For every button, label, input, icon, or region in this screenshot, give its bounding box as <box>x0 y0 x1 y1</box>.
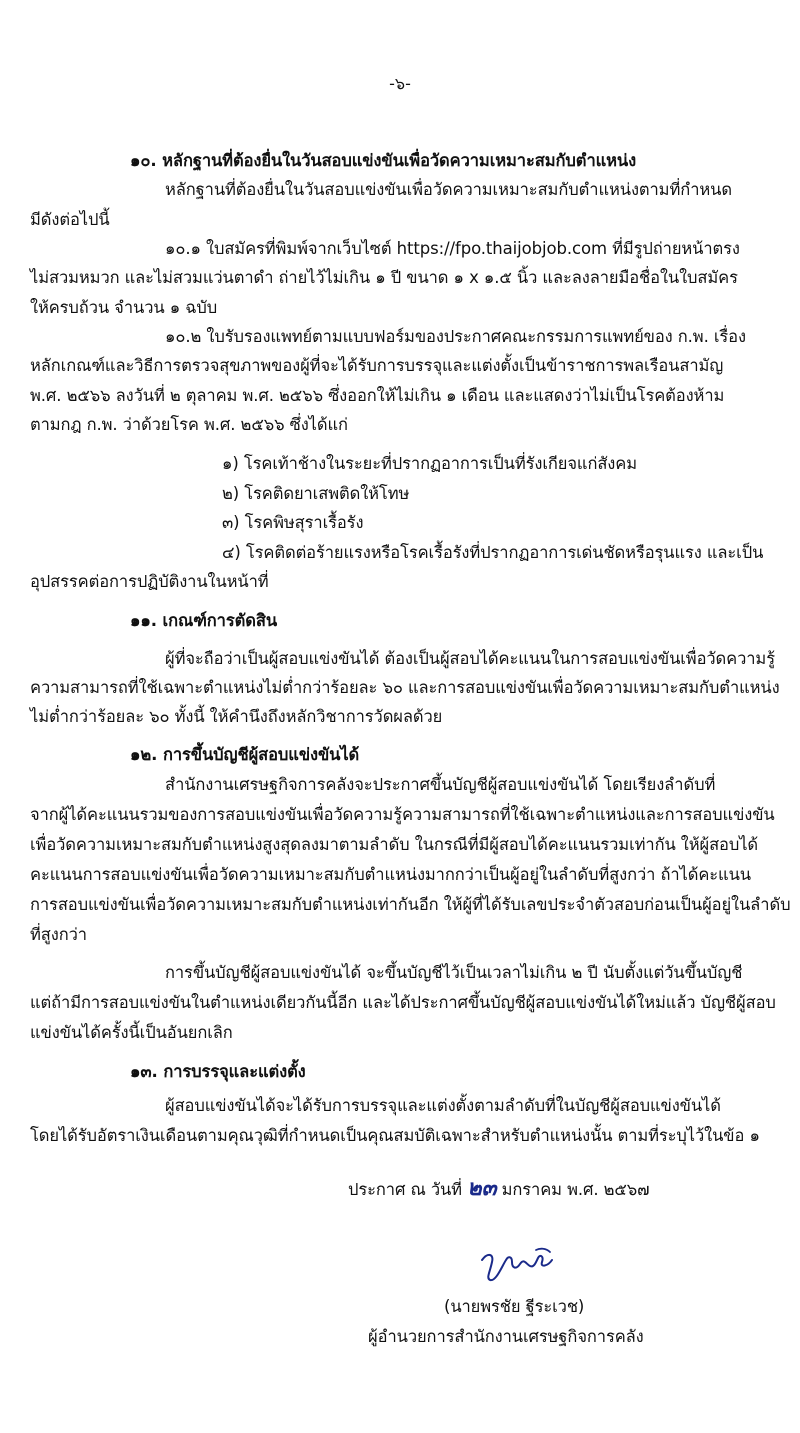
s12-p2-line-3: แข่งขันได้ครั้งนี้เป็นอันยกเลิก <box>30 1023 233 1042</box>
announcement-date-line <box>348 1174 788 1205</box>
s13-line-1: ผู้สอบแข่งขันได้จะได้รับการบรรจุและแต่งตั้งตามลำดับที่ในบัญชีผู้สอบแข่งขันได้ <box>165 1096 721 1115</box>
announcement-month-year: มกราคม พ.ศ. ๒๕๖๗ <box>501 1180 650 1199</box>
handwritten-signature <box>478 1244 558 1284</box>
s10-item-4: ๔) โรคติดต่อร้ายแรงหรือโรคเรื้อรังที่ปรากฏอาการเด่นชัดหรือรุนแรง และเป็น <box>222 543 764 562</box>
s12-p1-line-6: ที่สูงกว่า <box>30 925 87 944</box>
s12-p1-line-2: จากผู้ได้คะแนนรวมของการสอบแข่งขันเพื่อวัดความรู้ความสามารถที่ใช้เฉพาะตำแหน่งและการสอบแข่งขัน <box>30 805 775 824</box>
s12-p1-line-3: เพื่อวัดความเหมาะสมกับตำแหน่งสูงสุดลงมาตามลำดับ ในกรณีที่มีผู้สอบได้คะแนนรวมเท่ากัน ให้ผู้สอบได้ <box>30 835 759 854</box>
s11-line-1: ผู้ที่จะถือว่าเป็นผู้สอบแข่งขันได้ ต้องเป็นผู้สอบได้คะแนนในการสอบแข่งขันเพื่อวัดความรู้ <box>165 649 775 668</box>
section-13-heading: ๑๓. การบรรจุและแต่งตั้ง <box>130 1062 306 1081</box>
s11-line-3: ไม่ต่ำกว่าร้อยละ ๖๐ ทั้งนี้ ให้คำนึงถึงหลักวิชาการวัดผลด้วย <box>30 707 443 726</box>
announcement-prefix: ประกาศ ณ วันที่ <box>348 1180 462 1199</box>
handwritten-day: ๒๓ <box>467 1176 497 1201</box>
s10-p3-line-2: หลักเกณฑ์และวิธีการตรวจสุขภาพของผู้ที่จะได้รับการบรรจุและแต่งตั้งเป็นข้าราชการพลเรือนสามัญ <box>30 356 724 375</box>
s10-item-4-continued: อุปสรรคต่อการปฏิบัติงานในหน้าที่ <box>30 572 269 591</box>
s10-p3-line-4: ตามกฎ ก.พ. ว่าด้วยโรค พ.ศ. ๒๕๖๖ ซึ่งได้แก่ <box>30 415 348 434</box>
s10-p1-line-2: มีดังต่อไปนี้ <box>30 210 110 229</box>
s10-item-1: ๑) โรคเท้าช้างในระยะที่ปรากฏอาการเป็นที่รังเกียจแก่สังคม <box>222 454 637 473</box>
s12-p1-line-1: สำนักงานเศรษฐกิจการคลังจะประกาศขึ้นบัญชีผู้สอบแข่งขันได้ โดยเรียงลำดับที่ <box>165 775 716 794</box>
s10-item-3: ๓) โรคพิษสุราเรื้อรัง <box>222 513 364 532</box>
s10-p3-line-1: ๑๐.๒ ใบรับรองแพทย์ตามแบบฟอร์มของประกาศคณะกรรมการแพทย์ของ ก.พ. เรื่อง <box>165 327 746 346</box>
s12-p2-line-1: การขึ้นบัญชีผู้สอบแข่งขันได้ จะขึ้นบัญชีไว้เป็นเวลาไม่เกิน ๒ ปี นับตั้งแต่วันขึ้นบัญชี <box>165 963 743 982</box>
signer-name: (นายพรชัย ฐีระเวช) <box>444 1297 585 1316</box>
s10-item-2: ๒) โรคติดยาเสพติดให้โทษ <box>222 484 410 503</box>
s10-p2-line-2: ไม่สวมหมวก และไม่สวมแว่นตาดำ ถ่ายไว้ไม่เกิน ๑ ปี ขนาด ๑ x ๑.๕ นิ้ว และลงลายมือชื่อในใบสมัคร <box>30 268 738 287</box>
s10-p3-line-3: พ.ศ. ๒๕๖๖ ลงวันที่ ๒ ตุลาคม พ.ศ. ๒๕๖๖ ซึ่งออกให้ไม่เกิน ๑ เดือน และแสดงว่าไม่เป็นโรคต้องห้าม <box>30 386 725 405</box>
s12-p1-line-5: การสอบแข่งขันเพื่อวัดความเหมาะสมกับตำแหน่งเท่ากันอีก ให้ผู้ที่ได้รับเลขประจำตัวสอบก่อนเป็นผู้อยู่ในลำดับ <box>30 895 791 914</box>
section-10-heading: ๑๐. หลักฐานที่ต้องยื่นในวันสอบแข่งขันเพื่อวัดความเหมาะสมกับตำแหน่ง <box>130 151 637 170</box>
s11-line-2: ความสามารถที่ใช้เฉพาะตำแหน่งไม่ต่ำกว่าร้อยละ ๖๐ และการสอบแข่งขันเพื่อวัดความเหมาะสมกับตำแหน่ง <box>30 678 780 697</box>
s13-line-2: โดยได้รับอัตราเงินเดือนตามคุณวุฒิที่กำหนดเป็นคุณสมบัติเฉพาะสำหรับตำแหน่งนั้น ตามที่ระบุไว้ในข้อ ๑ <box>30 1126 760 1145</box>
page-number: -๖- <box>389 74 411 93</box>
section-11-heading: ๑๑. เกณฑ์การตัดสิน <box>130 611 277 630</box>
section-12-heading: ๑๒. การขึ้นบัญชีผู้สอบแข่งขันได้ <box>130 745 360 764</box>
s12-p2-line-2: แต่ถ้ามีการสอบแข่งขันในตำแหน่งเดียวกันนี้อีก และได้ประกาศขึ้นบัญชีผู้สอบแข่งขันได้ใหม่แล้ว บัญชีผู้สอบ <box>30 993 776 1012</box>
s10-p2-line-3: ให้ครบถ้วน จำนวน ๑ ฉบับ <box>30 298 218 317</box>
s12-p1-line-4: คะแนนการสอบแข่งขันเพื่อวัดความเหมาะสมกับตำแหน่งมากกว่าเป็นผู้อยู่ในลำดับที่สูงกว่า ถ้าได้คะแนน <box>30 865 751 884</box>
s10-p2-line-1: ๑๐.๑ ใบสมัครที่พิมพ์จากเว็บไซต์ https://fpo.thaijobjob.com ที่มีรูปถ่ายหน้าตรง <box>165 239 740 258</box>
s10-p1-line-1: หลักฐานที่ต้องยื่นในวันสอบแข่งขันเพื่อวัดความเหมาะสมกับตำแหน่งตามที่กำหนด <box>165 180 732 199</box>
signer-position: ผู้อำนวยการสำนักงานเศรษฐกิจการคลัง <box>368 1327 644 1346</box>
